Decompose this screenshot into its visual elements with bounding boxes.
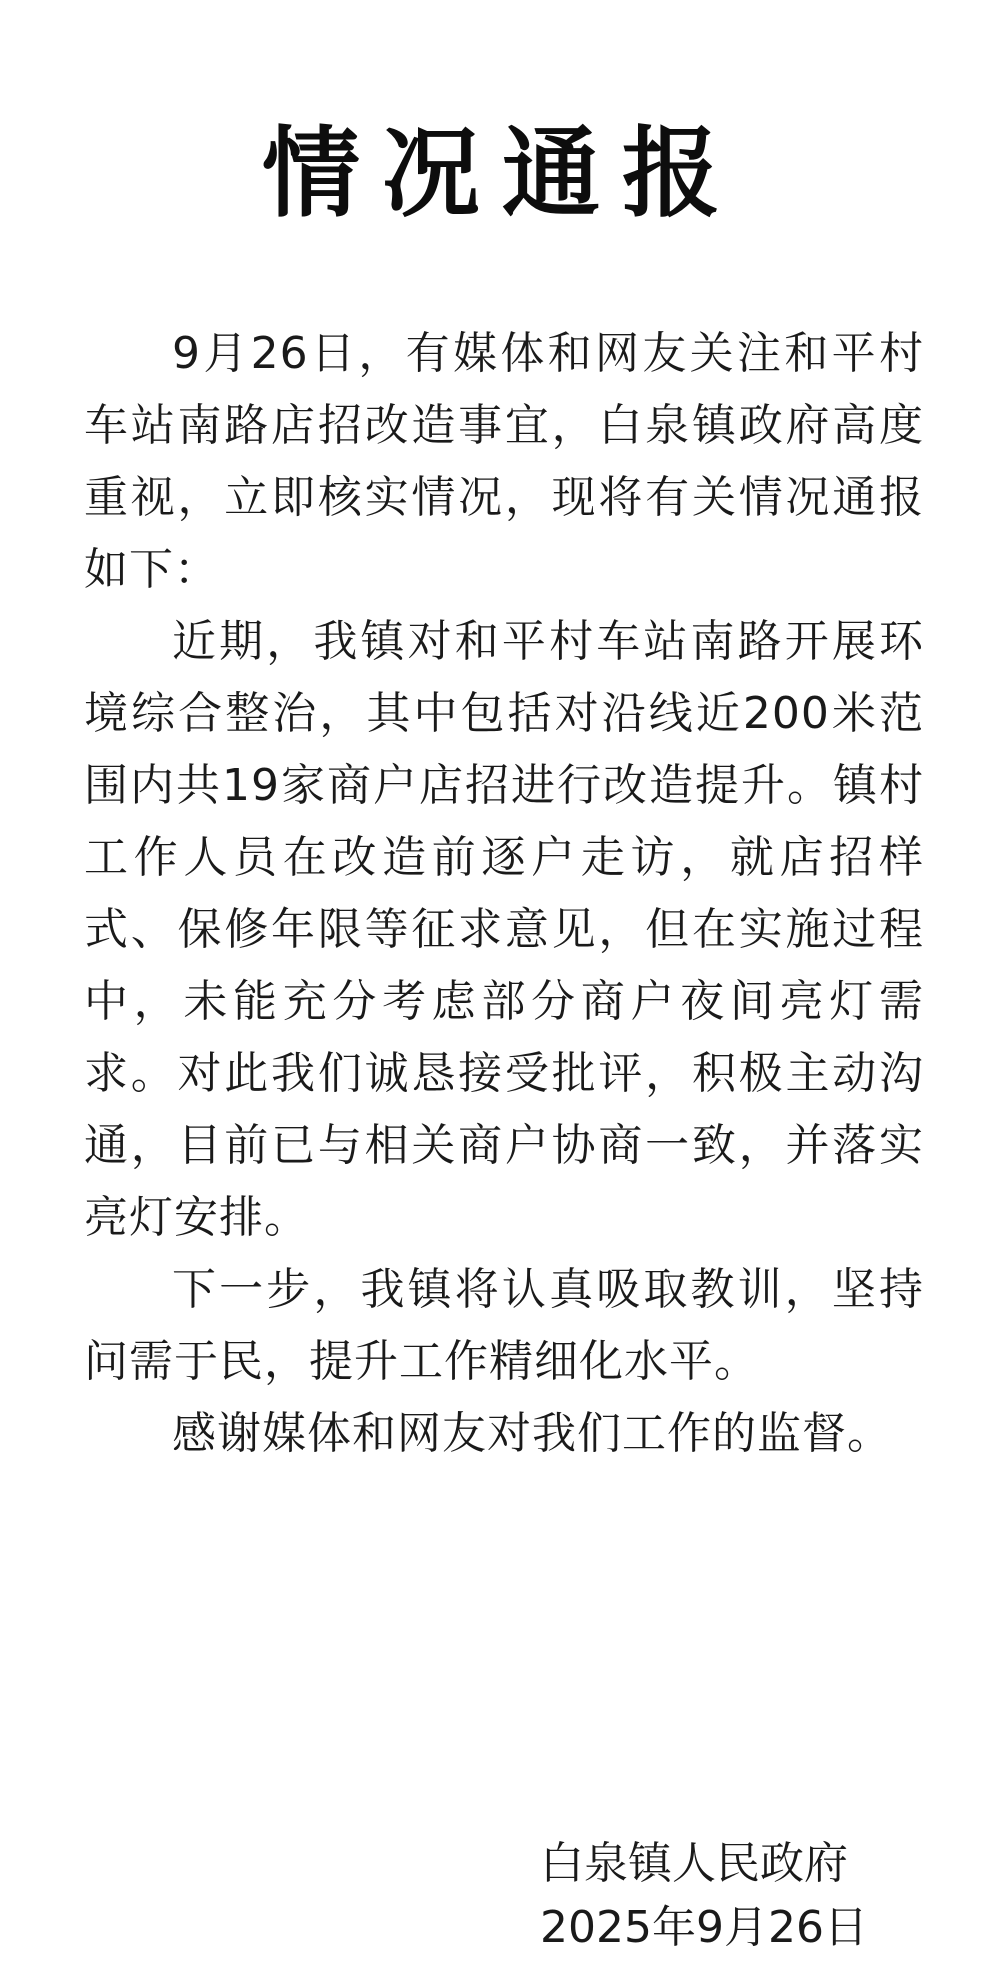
issuer-name: 白泉镇人民政府 [540, 1838, 848, 1889]
paragraph-intro: 9月26日，有媒体和网友关注和平村车站南路店招改造事宜，白泉镇政府高度重视，立即核实情况，现将有关情况通报如下： [84, 328, 924, 595]
paragraph-thanks: 感谢媒体和网友对我们工作的监督。 [172, 1408, 892, 1459]
paragraph-details: 近期，我镇对和平村车站南路开展环境综合整治，其中包括对沿线近200米范围内共19家商户店招进行改造提升。镇村工作人员在改造前逐户走访，就店招样式、保修年限等征求意见，但在实施过程中，未能充分考虑部分商户夜间亮灯需求。对此我们诚恳接受批评，积极主动沟通，目前已与相关商户协商一致，并落实亮灯安排。 [84, 616, 924, 1243]
issue-date: 2025年9月26日 [540, 1902, 868, 1953]
notice-body [84, 318, 924, 1470]
page-title: 情况通报 [261, 116, 742, 231]
signature-block [540, 1832, 940, 1960]
paragraph-next-steps: 下一步，我镇将认真吸取教训，坚持问需于民，提升工作精细化水平。 [84, 1264, 924, 1387]
